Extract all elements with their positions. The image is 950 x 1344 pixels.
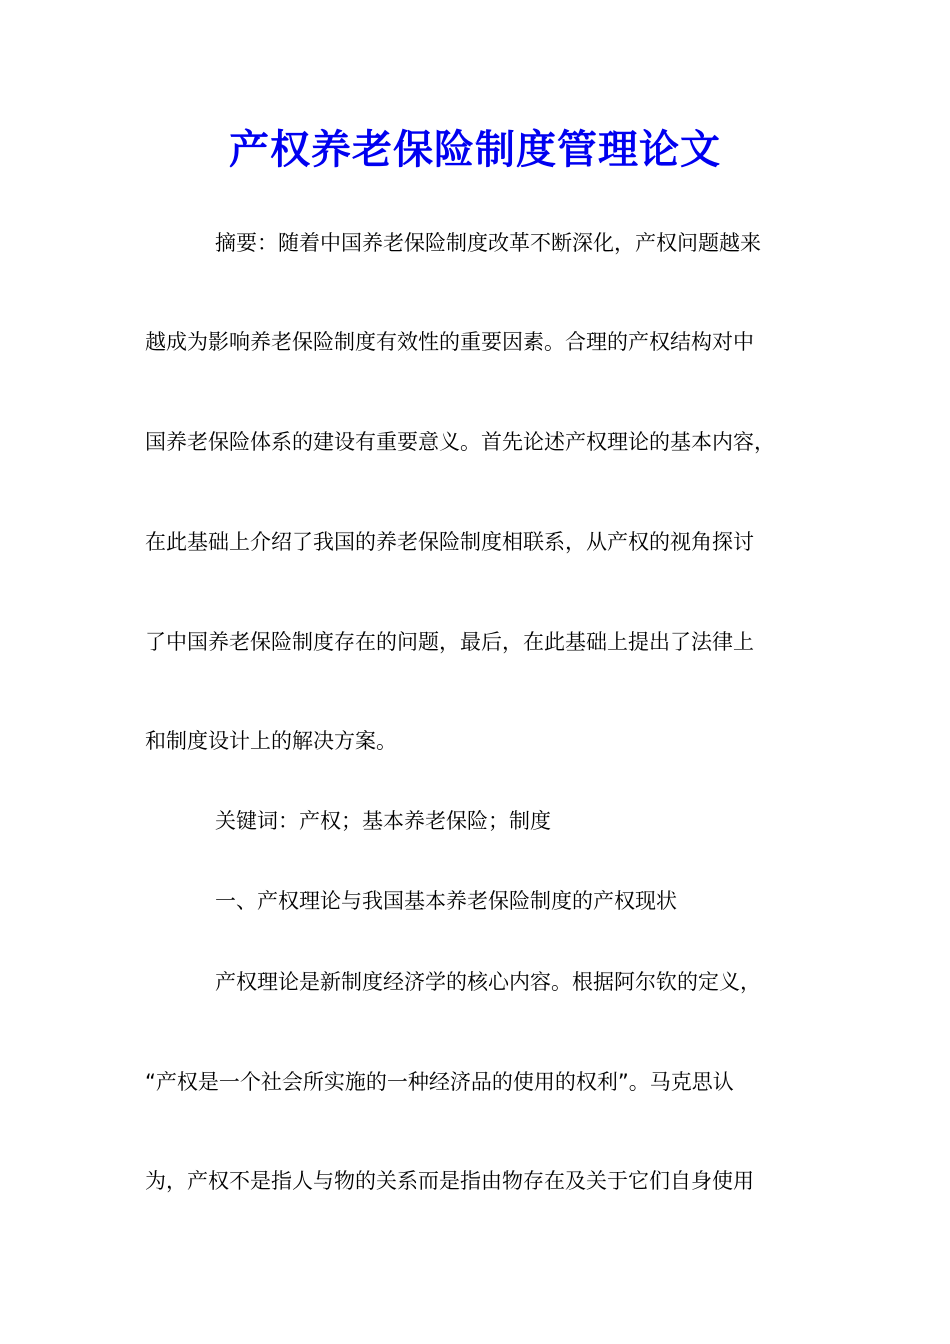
body-line: 为，产权不是指人与物的关系而是指由物存在及关于它们自身使用 [145,1169,754,1193]
section-heading: 一、产权理论与我国基本养老保险制度的产权现状 [215,889,677,913]
body-line: 产权理论是新制度经济学的核心内容。根据阿尔钦的定义， [215,970,761,994]
abstract-line: 在此基础上介绍了我国的养老保险制度相联系，从产权的视角探讨 [145,530,754,554]
abstract-line: 和制度设计上的解决方案。 [145,729,397,753]
body-line: “产权是一个社会所实施的一种经济品的使用的权利”。马克思认 [145,1070,734,1094]
keywords-line: 关键词：产权；基本养老保险；制度 [215,809,551,833]
abstract-line: 了中国养老保险制度存在的问题，最后，在此基础上提出了法律上 [145,630,754,654]
abstract-line: 越成为影响养老保险制度有效性的重要因素。合理的产权结构对中 [145,330,754,354]
abstract-line: 摘要：随着中国养老保险制度改革不断深化，产权问题越来 [215,231,761,255]
document-title: 产权养老保险制度管理论文 [229,126,721,173]
abstract-line: 国养老保险体系的建设有重要意义。首先论述产权理论的基本内容， [145,430,775,454]
